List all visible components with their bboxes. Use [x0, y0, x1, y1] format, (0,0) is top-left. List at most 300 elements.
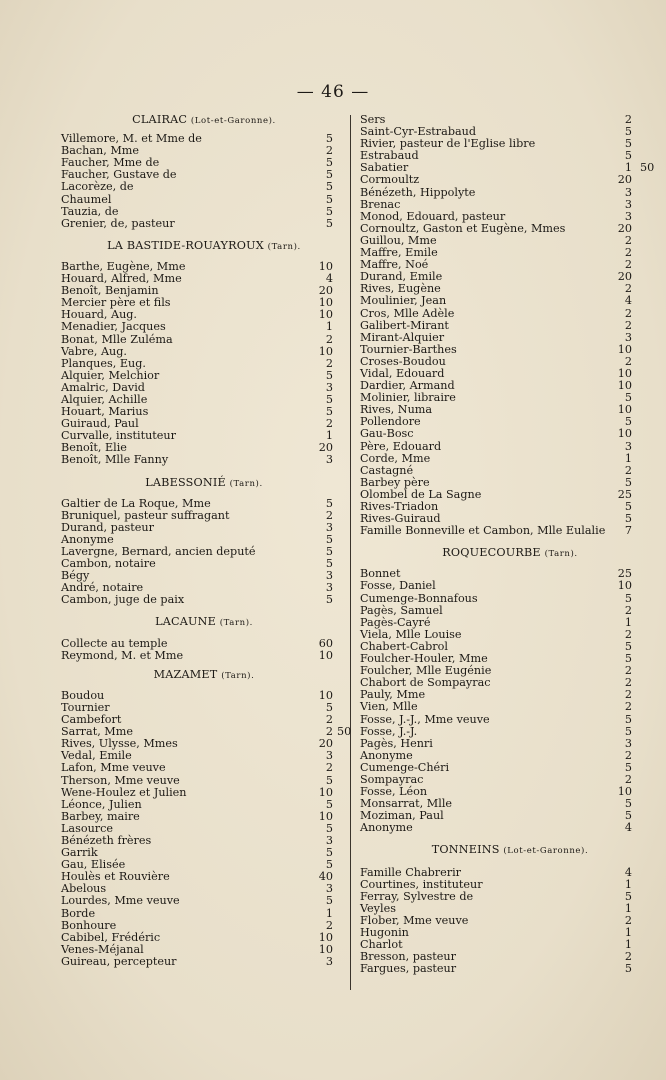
- contributor-name: Cambon, juge de paix: [61, 593, 185, 607]
- amount: 1: [624, 901, 632, 915]
- list-item: [61, 787, 347, 799]
- amount: 2: [325, 417, 333, 431]
- contributor-name: Bénézeth, Hippolyte: [360, 185, 476, 199]
- amount: 1: [624, 926, 632, 939]
- contributor-name: Grenier, de, pasteur: [61, 216, 175, 230]
- contributor-name: Léonce, Julien: [61, 797, 142, 811]
- list-item: [360, 879, 660, 891]
- contributor-name: Moziman, Paul: [360, 809, 444, 823]
- amount: 2: [624, 772, 632, 786]
- amount: 5: [325, 368, 333, 382]
- contributor-name: Fargues, pasteur: [360, 962, 457, 976]
- contributor-name: Cornoultz, Gaston et Eugène, Mmes: [360, 221, 566, 235]
- amount: 20: [617, 270, 632, 284]
- list-item: [360, 701, 660, 713]
- section-title: [61, 669, 347, 682]
- contributor-name: Lacorèze, de: [61, 180, 134, 194]
- contributor-name: Brenac: [360, 197, 401, 211]
- contributor-name: Cros, Mlle Adèle: [360, 306, 455, 320]
- amount: 5: [325, 858, 333, 872]
- right-column: [360, 114, 660, 975]
- amount: 2: [624, 282, 632, 296]
- amount: 5: [325, 204, 333, 218]
- amount: 20: [617, 173, 632, 187]
- contributor-name: Lafon, Mme veuve: [61, 761, 166, 775]
- contributor-name: Sers: [360, 113, 386, 126]
- amount: 1: [325, 320, 333, 334]
- contributor-name: Bégy: [61, 569, 90, 583]
- amount: 60: [318, 636, 333, 650]
- contributor-name: Lasource: [61, 821, 114, 835]
- contributor-name: Amalric, David: [61, 380, 145, 394]
- amount: 2: [624, 246, 632, 260]
- contributor-name: Rives-Guiraud: [360, 512, 441, 526]
- amount: 5: [624, 797, 632, 811]
- list-item: [61, 650, 347, 662]
- contributor-name: Vidal, Edouard: [360, 366, 445, 380]
- amount: 5: [624, 149, 632, 163]
- contributor-name: Lourdes, Mme veuve: [61, 894, 180, 908]
- amount: 2: [624, 603, 632, 617]
- amount: 2: [624, 627, 632, 641]
- contributor-name: Dardier, Armand: [360, 379, 455, 393]
- amount: 5: [325, 532, 333, 546]
- amount: 2: [325, 356, 333, 370]
- amount: 1: [325, 906, 333, 920]
- amount: 2: [624, 306, 632, 320]
- contributor-name: Viela, Mlle Louise: [360, 627, 462, 641]
- amount: 5: [325, 700, 333, 714]
- amount: 1: [624, 877, 632, 891]
- contributor-name: Cormoultz: [360, 173, 420, 187]
- amount: 5: [624, 712, 632, 726]
- amount: 5: [624, 512, 632, 526]
- amount: 40: [318, 870, 333, 884]
- list-item: [360, 441, 660, 453]
- list-item: [61, 762, 347, 774]
- contributor-name: Alquier, Achille: [61, 392, 148, 406]
- amount: 20: [318, 284, 333, 298]
- amount-cents: 50: [640, 161, 655, 175]
- list-item: [360, 525, 660, 537]
- amount: 1: [624, 451, 632, 465]
- contributor-name: Mirant-Alquier: [360, 330, 445, 344]
- amount: 5: [325, 496, 333, 510]
- contributor-name: Planques, Eug.: [61, 356, 146, 370]
- amount: 2: [624, 676, 632, 690]
- contributor-name: Barbey père: [360, 475, 430, 489]
- contributor-name: Rives, Ulysse, Mmes: [61, 737, 178, 751]
- contributor-name: Barthe, Eugène, Mme: [61, 259, 186, 273]
- section-place: LA BASTIDE-ROUAYROUX: [107, 238, 264, 252]
- amount: 2: [325, 725, 333, 739]
- contributor-name: Rivier, pasteur de l'Eglise libre: [360, 137, 536, 151]
- list-item: [61, 358, 347, 370]
- amount: 10: [318, 308, 333, 322]
- list-item: [360, 320, 660, 332]
- contributor-name: Fosse, J.-J.: [360, 724, 418, 738]
- page-number: — 46 —: [296, 82, 370, 102]
- contributor-name: Anonyme: [61, 532, 114, 546]
- section-region: (Tarn).: [267, 241, 301, 252]
- contributor-name: Abelous: [61, 882, 107, 896]
- list-item: [360, 605, 660, 617]
- section-region: (Tarn).: [221, 670, 255, 681]
- section: [61, 240, 347, 467]
- contributor-name: Père, Edouard: [360, 439, 442, 453]
- amount: 1: [624, 938, 632, 952]
- contributor-name: Fosse, Daniel: [360, 579, 436, 593]
- section-region: (Tarn).: [229, 478, 263, 489]
- contributor-name: Galtier de La Roque, Mme: [61, 496, 211, 510]
- section-place: LACAUNE: [155, 615, 216, 629]
- list-item: [61, 510, 347, 522]
- section-region: (Lot-et-Garonne).: [503, 846, 589, 857]
- amount: 5: [325, 593, 333, 607]
- list-item: [61, 932, 347, 944]
- list-item: [360, 295, 660, 307]
- list-item: [61, 908, 347, 920]
- section: [61, 667, 352, 968]
- contributor-name: Rives, Eugène: [360, 282, 441, 296]
- contributor-name: Tauzia, de: [61, 204, 119, 218]
- list-item: [360, 465, 660, 477]
- amount: 3: [325, 581, 333, 595]
- contributor-name: Vabre, Aug.: [61, 344, 127, 358]
- section: [61, 616, 347, 661]
- amount: 5: [624, 889, 632, 903]
- contributor-name: Rives-Triadon: [360, 500, 439, 513]
- contributor-name: Chabort de Sompayrac: [360, 676, 491, 690]
- amount-cents: 50: [337, 725, 352, 739]
- amount: 2: [325, 332, 333, 346]
- contributor-name: Molinier, libraire: [360, 391, 456, 405]
- contributor-name: Castagné: [360, 463, 414, 477]
- contributor-name: Cambon, notaire: [61, 557, 156, 571]
- amount: 3: [624, 209, 632, 223]
- list-item: [61, 920, 347, 932]
- contributor-name: Chabert-Cabrol: [360, 639, 448, 653]
- contributor-name: Borde: [61, 906, 96, 920]
- section-place: MAZAMET: [153, 667, 218, 681]
- contributor-name: Tournier: [61, 700, 110, 714]
- amount: 3: [325, 749, 333, 763]
- contributor-name: Maffre, Emile: [360, 246, 438, 260]
- amount: 10: [318, 809, 333, 823]
- section-title: [61, 114, 347, 127]
- contributor-name: Cumenge-Chéri: [360, 760, 450, 774]
- list-item: [360, 738, 660, 750]
- amount: 5: [325, 545, 333, 558]
- contributor-name: Houlès et Rouvière: [61, 870, 170, 884]
- contributor-name: Benoît, Benjamin: [61, 284, 159, 298]
- contributor-name: Ferray, Sylvestre de: [360, 889, 474, 903]
- contributor-name: Garrik: [61, 846, 98, 860]
- contributor-name: Therson, Mme veuve: [61, 773, 180, 787]
- amount: 5: [624, 962, 632, 976]
- contributor-name: Sabatier: [360, 161, 409, 175]
- list-item: [360, 891, 660, 903]
- contributor-name: Chaumel: [61, 192, 112, 206]
- contributor-name: Bénézeth frères: [61, 833, 152, 847]
- contributor-name: Vien, Mlle: [360, 700, 418, 714]
- list-item: [61, 498, 347, 510]
- amount: 5: [325, 392, 333, 406]
- amount: 5: [624, 391, 632, 405]
- section-region: (Tarn).: [544, 549, 578, 560]
- section-title: [360, 547, 660, 560]
- contributor-name: Sarrat, Mme: [61, 725, 133, 739]
- amount: 5: [624, 137, 632, 151]
- contributor-name: Guiraud, Paul: [61, 417, 139, 431]
- list-item: [360, 593, 660, 605]
- contributor-name: Benoît, Mlle Fanny: [61, 453, 169, 467]
- list-item: [360, 199, 660, 211]
- section: [61, 114, 347, 230]
- list-item: [360, 187, 660, 199]
- section-title: [61, 477, 347, 490]
- list-item: [61, 775, 347, 787]
- contributor-name: Saint-Cyr-Estrabaud: [360, 125, 477, 139]
- list-item: [61, 194, 347, 206]
- amount: 3: [624, 736, 632, 750]
- amount: 2: [325, 918, 333, 932]
- section-title: [61, 616, 347, 629]
- amount: 3: [624, 197, 632, 211]
- list-item: [61, 956, 347, 968]
- list-item: [61, 181, 347, 193]
- amount: 1: [624, 161, 632, 175]
- amount: 4: [325, 272, 333, 286]
- amount: 5: [325, 773, 333, 787]
- list-item: [360, 174, 660, 186]
- section-region: (Lot-et-Garonne).: [190, 116, 276, 126]
- list-item: [61, 206, 347, 218]
- section-region: (Tarn).: [219, 618, 253, 629]
- contributor-name: Anonyme: [360, 821, 413, 835]
- amount: 5: [325, 180, 333, 194]
- section-place: TONNEINS: [431, 843, 500, 857]
- amount: 5: [624, 809, 632, 823]
- amount: 5: [325, 557, 333, 571]
- contributor-name: André, notaire: [61, 581, 144, 595]
- amount: 20: [318, 441, 333, 455]
- contributor-name: Reymond, M. et Mme: [61, 648, 184, 662]
- section-title: [61, 240, 347, 253]
- list-item: [61, 334, 347, 346]
- list-item: [360, 332, 660, 344]
- contributor-name: Moulinier, Jean: [360, 294, 447, 308]
- amount: 5: [325, 846, 333, 860]
- amount: 10: [318, 259, 333, 273]
- amount: 3: [624, 330, 632, 344]
- contributor-name: Bonat, Mlle Zuléma: [61, 332, 173, 346]
- amount: 10: [617, 342, 632, 356]
- contributor-name: Cabibel, Frédéric: [61, 930, 161, 944]
- list-item: [61, 799, 347, 811]
- contributor-name: Curvalle, instituteur: [61, 429, 176, 443]
- contributor-name: Flober, Mme veuve: [360, 913, 469, 927]
- list-item: [61, 594, 347, 606]
- amount: 5: [325, 894, 333, 908]
- amount: 10: [617, 366, 632, 380]
- list-item: [360, 714, 660, 726]
- contributor-name: Alquier, Melchior: [61, 368, 160, 382]
- contributor-name: Faucher, Gustave de: [61, 168, 177, 182]
- section: [360, 547, 660, 834]
- list-item: [360, 428, 660, 440]
- contributor-name: Fosse, Léon: [360, 785, 428, 799]
- list-item: [61, 895, 347, 907]
- contributor-name: Houard, Alfred, Mme: [61, 272, 182, 286]
- section: [360, 114, 660, 537]
- list-item: [61, 218, 347, 230]
- contributor-name: Venes-Méjanal: [61, 942, 144, 956]
- contributor-name: Gau-Bosc: [360, 427, 414, 441]
- amount: 5: [325, 192, 333, 206]
- contributor-name: Foulcher, Mlle Eugénie: [360, 664, 492, 678]
- contributor-name: Cumenge-Bonnafous: [360, 591, 478, 605]
- amount: 5: [624, 652, 632, 666]
- amount: 5: [624, 475, 632, 489]
- amount: 2: [624, 233, 632, 247]
- contributor-name: Famille Bonneville et Cambon, Mlle Eulalie: [360, 524, 606, 538]
- amount: 10: [617, 379, 632, 393]
- amount: 2: [624, 318, 632, 332]
- amount: 2: [624, 664, 632, 678]
- contributor-name: Monsarrat, Mlle: [360, 797, 453, 811]
- amount: 10: [318, 688, 333, 702]
- list-item: [61, 454, 347, 466]
- amount: 4: [624, 865, 632, 879]
- amount: 2: [624, 913, 632, 927]
- list-item: [360, 308, 660, 320]
- amount: 10: [617, 427, 632, 441]
- amount: 10: [318, 942, 333, 956]
- amount: 3: [325, 569, 333, 583]
- amount: 3: [325, 882, 333, 896]
- amount: 10: [617, 403, 632, 417]
- column-divider: [350, 115, 351, 990]
- contributor-name: Durand, Emile: [360, 270, 443, 284]
- list-item: [61, 346, 347, 358]
- amount: 2: [325, 144, 333, 158]
- contributor-name: Courtines, instituteur: [360, 877, 483, 891]
- list-item: [360, 453, 660, 465]
- list-item: [360, 822, 660, 834]
- contributor-name: Corde, Mme: [360, 451, 431, 465]
- amount: 7: [624, 524, 632, 538]
- amount: 10: [617, 785, 632, 799]
- contributor-name: Menadier, Jacques: [61, 320, 166, 334]
- contributor-name: Pollendore: [360, 415, 421, 429]
- amount: 2: [624, 354, 632, 368]
- contributor-name: Mercier père et fils: [61, 296, 171, 310]
- contributor-name: Wene-Houlez et Julien: [61, 785, 187, 799]
- contributor-name: Rives, Numa: [360, 403, 433, 417]
- list-item: [61, 321, 347, 333]
- list-item: [360, 726, 660, 738]
- amount: 10: [318, 930, 333, 944]
- contributor-name: Anonyme: [360, 748, 413, 762]
- amount: 2: [624, 463, 632, 477]
- amount: 5: [325, 821, 333, 835]
- amount: 10: [318, 344, 333, 358]
- contributor-name: Tournier-Barthes: [360, 342, 457, 356]
- amount: 2: [325, 508, 333, 522]
- section-place: ROQUECOURBE: [442, 546, 541, 560]
- contributor-name: Bonnet: [360, 567, 401, 581]
- contributor-name: Pagès, Henri: [360, 736, 433, 750]
- amount: 4: [624, 294, 632, 308]
- left-column: [61, 113, 352, 968]
- amount: 2: [624, 700, 632, 714]
- contributor-name: Bruniquel, pasteur suffragant: [61, 508, 230, 522]
- amount: 20: [617, 221, 632, 235]
- contributor-name: Collecte au temple: [61, 636, 168, 650]
- contributor-name: Pauly, Mme: [360, 688, 426, 702]
- contributor-name: Barbey, maire: [61, 809, 140, 823]
- amount: 2: [325, 713, 333, 727]
- contributor-name: Charlot: [360, 938, 403, 952]
- list-item: [360, 927, 660, 939]
- list-item: [61, 638, 347, 650]
- contributor-name: Villemore, M. et Mme de: [61, 132, 202, 146]
- contributor-name: Famille Chabrerir: [360, 865, 462, 879]
- amount: 5: [624, 760, 632, 774]
- amount: 10: [318, 785, 333, 799]
- amount: 3: [325, 380, 333, 394]
- amount: 2: [624, 258, 632, 272]
- contributor-name: Monod, Edouard, pasteur: [360, 209, 506, 223]
- section-place: LABESSONIÉ: [145, 475, 226, 489]
- amount: 5: [325, 156, 333, 170]
- contributor-name: Maffre, Noé: [360, 258, 429, 272]
- amount: 2: [624, 950, 632, 964]
- list-item: [360, 867, 660, 879]
- contributor-name: Lavergne, Bernard, ancien deputé: [61, 545, 256, 558]
- contributor-name: Pagès, Samuel: [360, 603, 443, 617]
- amount: 5: [624, 415, 632, 429]
- contributor-name: Guireau, percepteur: [61, 954, 177, 968]
- section-title: [360, 844, 660, 857]
- contributor-name: Veyles: [360, 901, 396, 915]
- section: [360, 844, 660, 975]
- section-place: CLAIRAC: [132, 113, 188, 126]
- amount: 5: [624, 724, 632, 738]
- amount: 25: [617, 567, 632, 581]
- amount: 4: [624, 821, 632, 835]
- amount: 3: [624, 185, 632, 199]
- amount: 1: [325, 429, 333, 443]
- contributor-name: Galibert-Mirant: [360, 318, 449, 332]
- contributor-name: Bachan, Mme: [61, 144, 140, 158]
- contributor-name: Fosse, J.-J., Mme veuve: [360, 712, 490, 726]
- amount: 25: [617, 487, 632, 501]
- amount: 20: [318, 737, 333, 751]
- list-item: [360, 580, 660, 592]
- amount: 5: [624, 500, 632, 513]
- amount: 1: [624, 615, 632, 629]
- amount: 5: [325, 168, 333, 182]
- amount: 3: [325, 954, 333, 968]
- contributor-name: Foulcher-Houler, Mme: [360, 652, 488, 666]
- contributor-name: Benoît, Elie: [61, 441, 127, 455]
- amount: 5: [624, 125, 632, 139]
- amount: 10: [617, 579, 632, 593]
- contributor-name: Croses-Boudou: [360, 354, 446, 368]
- contributor-name: Sompayrac: [360, 772, 424, 786]
